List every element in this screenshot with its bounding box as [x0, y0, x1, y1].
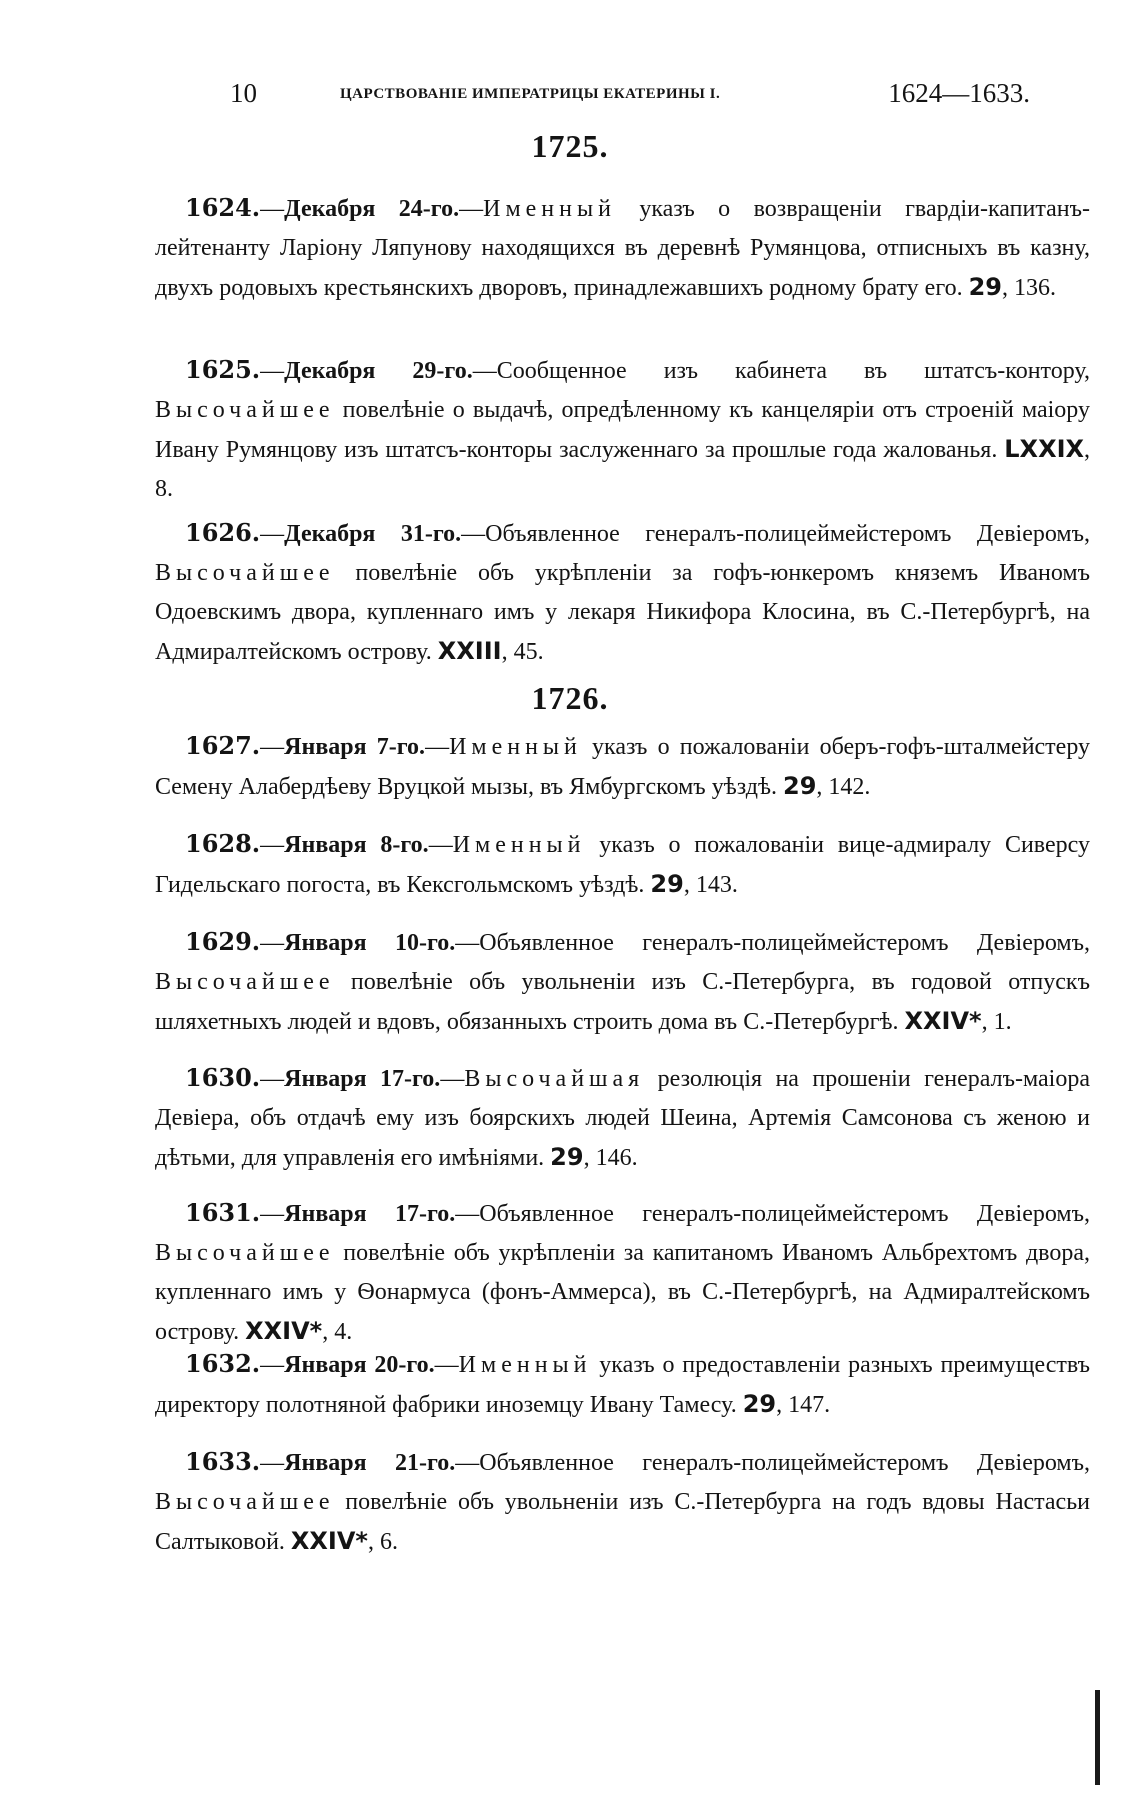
entry-1632: 1632.—Января 20-го.—Именный указъ о предоставленіи разныхъ преимуществъ директору полотняной фабрики иноземцу Ивану Тамесу. 29, 147. [155, 1349, 1090, 1418]
entry-1624: 1624.—Декабря 24-го.—Именный указъ о возвращеніи гвардіи-капитанъ-лейтенанту Ларіону Ляпунову находящихся въ деревнѣ Румянцова, отписныхъ въ казну, двухъ родовыхъ крестьянскихъ дворовъ, принадлежавшихъ родному брату его. 29, 136. [155, 193, 1090, 301]
source-ref: , 147. [776, 1392, 831, 1418]
source-volume: XXIII [437, 637, 502, 665]
act-type: Именный [483, 196, 616, 222]
entry-1631: 1631.—Января 17-го.—Объявленное генералъ-полицеймейстеромъ Девіеромъ, Высочайшее повелѣніе объ укрѣпленіи за капитаномъ Иваномъ Альбрехтомъ двора, купленнаго имъ у Ѳонармуса (фонъ-Аммерса), въ С.-Петербургѣ, на Адмиралтейскомъ острову. XXIV*, 4. [155, 1198, 1090, 1345]
act-type: Высочайшее [155, 1240, 335, 1266]
page-edge-mark [1095, 1690, 1100, 1785]
entry-number: 1632. [185, 1349, 261, 1378]
entry-1626: 1626.—Декабря 31-го.—Объявленное генералъ-полицеймейстеромъ Девіеромъ, Высочайшее повелѣніе объ укрѣпленіи за гофъ-юнкеромъ княземъ Иваномъ Одоевскимъ двора, купленнаго имъ у лекаря Никифора Клосина, въ С.-Петербургѣ, на Адмиралтейскомъ острову. XXIII, 45. [155, 518, 1090, 665]
entry-1628: 1628.—Января 8-го.—Именный указъ о пожалованіи вице-адмиралу Сиверсу Гидельскаго погоста, въ Кексгольмскомъ уѣздѣ. 29, 143. [155, 829, 1090, 898]
entry-1625: 1625.—Декабря 29-го.—Сообщенное изъ кабинета въ штатсъ-контору, Высочайшее повелѣніе о выдачѣ, опредѣленному къ канцеляріи отъ строеній маіору Ивану Румянцову изъ штатсъ-конторы заслуженнаго за прошлые года жалованья. LXXIX, 8. [155, 355, 1090, 502]
entry-number: 1624. [185, 193, 261, 222]
entry-text: повелѣніе объ укрѣпленіи за капитаномъ Иваномъ Альбрехтомъ двора, купленнаго имъ у Ѳонармуса (фонъ-Аммерса), въ С.-Петербургѣ, на Адмиралтейскомъ острову. [155, 1240, 1090, 1345]
source-ref: , 142. [816, 774, 871, 800]
entry-number: 1628. [185, 829, 261, 858]
year-heading-1725: 1725. [531, 128, 609, 164]
entry-date: Января 21-го. [284, 1450, 456, 1476]
entry-text: повелѣніе объ укрѣпленіи за гофъ-юнкеромъ княземъ Иваномъ Одоевскимъ двора, купленнаго имъ у лекаря Никифора Клосина, въ С.-Петербургѣ, на Адмиралтейскомъ острову. [155, 560, 1090, 665]
entry-1627: 1627.—Января 7-го.—Именный указъ о пожалованіи оберъ-гофъ-шталмейстеру Семену Алабердѣеву Вруцкой мызы, въ Ямбургскомъ уѣздѣ. 29, 142. [155, 731, 1091, 800]
source-volume: 29 [650, 870, 684, 898]
source-ref: , 143. [683, 872, 738, 898]
source-volume: 29 [550, 1143, 584, 1171]
source-volume: LXXIX [1004, 435, 1084, 463]
entry-text: указъ о пожалованіи вице-адмиралу Сиверсу Гидельскаго погоста, въ Кексгольмскомъ уѣздѣ. [155, 832, 1090, 898]
source-ref: , 4. [322, 1319, 353, 1345]
source-ref: , 1. [981, 1009, 1012, 1035]
entry-text: резолюція на прошеніи генералъ-маіора Девіера, объ отдачѣ ему изъ боярскихъ людей Шеина, Артемія Самсонова съ женою и дѣтьми, для управленія его имѣніями. [155, 1066, 1090, 1171]
act-type: Высочайшая [464, 1066, 645, 1092]
entry-number: 1625. [185, 355, 261, 384]
running-title: ЦАРСТВОВАНІЕ ИМПЕРАТРИЦЫ ЕКАТЕРИНЫ I. [340, 86, 721, 102]
source-volume: 29 [968, 273, 1002, 301]
year-heading-1726: 1726. [531, 680, 609, 716]
entry-date: Января 7-го. [284, 734, 426, 760]
entry-date: Января 17-го. [284, 1066, 441, 1092]
page-number: 10 [230, 78, 257, 108]
act-type: Высочайшее [155, 560, 335, 586]
entry-date: Декабря 31-го. [284, 521, 462, 547]
entry-text: повелѣніе объ увольненіи изъ С.-Петербурга на годъ вдовы Настасьи Салтыковой. [155, 1489, 1090, 1555]
entry-1630: 1630.—Января 17-го.—Высочайшая резолюція на прошеніи генералъ-маіора Девіера, объ отдачѣ ему изъ боярскихъ людей Шеина, Артемія Самсонова съ женою и дѣтьми, для управленія его имѣніями. 29, 146. [155, 1063, 1090, 1171]
entry-1629: 1629.—Января 10-го.—Объявленное генералъ-полицеймейстеромъ Девіеромъ, Высочайшее повелѣніе объ увольненіи изъ С.-Петербурга, въ годовой отпускъ шляхетныхъ людей и вдовъ, обязанныхъ строить дома въ С.-Петербургѣ. XXIV*, 1. [155, 927, 1090, 1035]
entry-number: 1633. [185, 1447, 261, 1476]
act-type: Именный [458, 1352, 592, 1378]
entry-date: Января 20-го. [284, 1352, 435, 1378]
source-ref: , 6. [367, 1529, 398, 1555]
entry-text: указъ о предоставленіи разныхъ преимуществъ директору полотняной фабрики иноземцу Ивану Тамесу. [155, 1352, 1090, 1418]
entry-range: 1624—1633. [888, 78, 1030, 108]
source-volume: XXIV* [290, 1527, 368, 1555]
entry-text: повелѣніе о выдачѣ, опредѣленному къ канцеляріи отъ строеній маіору Ивану Румянцову изъ штатсъ-конторы заслуженнаго за прошлые года жалованья. [155, 397, 1090, 463]
page-header [230, 78, 1030, 118]
source-volume: 29 [783, 772, 817, 800]
source-ref: , 45. [501, 639, 544, 665]
source-ref: , 136. [1001, 275, 1056, 301]
entry-number: 1631. [185, 1198, 261, 1227]
source-volume: 29 [742, 1390, 777, 1418]
entry-date: Января 10-го. [284, 930, 456, 956]
entry-date: Января 8-го. [284, 832, 429, 858]
entry-date: Декабря 29-го. [284, 358, 473, 384]
act-type: Именный [452, 832, 586, 858]
source-volume: XXIV* [904, 1007, 982, 1035]
act-type: Высочайшее [155, 1489, 335, 1515]
source-volume: XXIV* [245, 1317, 323, 1345]
source-ref: , 8. [155, 437, 1090, 502]
entry-text: повелѣніе объ увольненіи изъ С.-Петербурга, въ годовой отпускъ шляхетныхъ людей и вдовъ, обязанныхъ строить дома въ С.-Петербургѣ. [155, 969, 1090, 1035]
entry-date: Декабря 24-го. [284, 196, 460, 222]
entry-text: указъ о возвращеніи гвардіи-капитанъ-лейтенанту Ларіону Ляпунову находящихся въ деревнѣ Румянцова, отписныхъ въ казну, двухъ родовыхъ крестьянскихъ дворовъ, принадлежавшихъ родному брату его. [155, 196, 1090, 301]
source-ref: , 146. [583, 1145, 638, 1171]
act-type: Высочайшее [155, 397, 335, 423]
entry-1633: 1633.—Января 21-го.—Объявленное генералъ-полицеймейстеромъ Девіеромъ, Высочайшее повелѣніе объ увольненіи изъ С.-Петербурга на годъ вдовы Настасьи Салтыковой. XXIV*, 6. [155, 1447, 1090, 1555]
entry-number: 1629. [185, 927, 261, 956]
entry-text: указъ о пожалованіи оберъ-гофъ-шталмейстеру Семену Алабердѣеву Вруцкой мызы, въ Ямбургскомъ уѣздѣ. [155, 734, 1091, 800]
entry-number: 1627. [185, 731, 261, 760]
act-type: Высочайшее [155, 969, 335, 995]
entry-number: 1630. [185, 1063, 261, 1092]
entry-date: Января 17-го. [284, 1201, 456, 1227]
entry-number: 1626. [185, 518, 261, 547]
act-type: Именный [449, 734, 582, 760]
